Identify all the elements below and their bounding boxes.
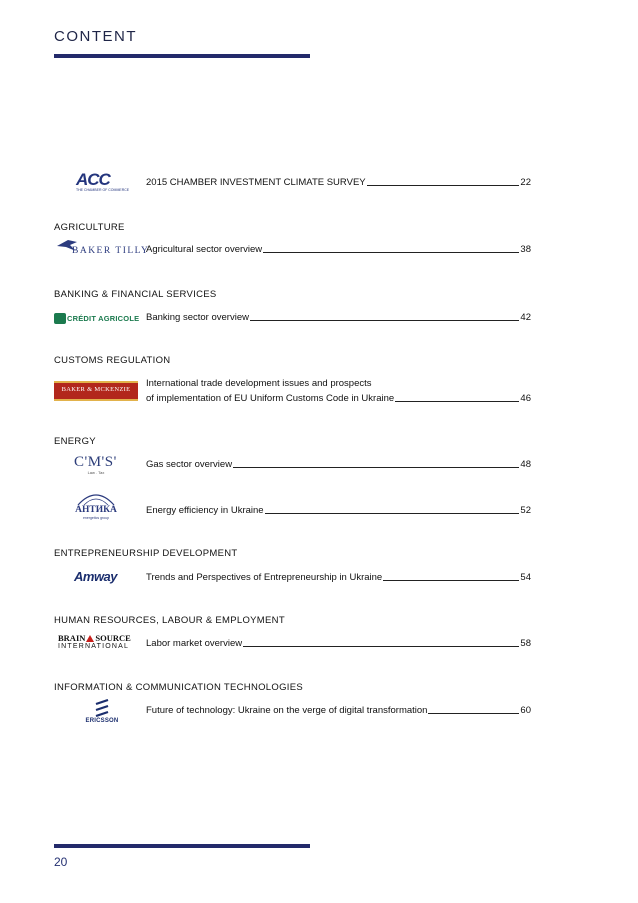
acc-logo: [76, 170, 130, 194]
amway-logo: [74, 568, 124, 586]
antika-logo: [74, 491, 118, 521]
section-heading-entrepreneurship: ENTREPRENEURSHIP DEVELOPMENT: [54, 548, 238, 559]
toc-entry-page: 58: [520, 638, 531, 649]
toc-entry-page: 42: [520, 312, 531, 323]
cms-logo-text: C'M'S': [74, 454, 117, 470]
toc-entry-title: Trends and Perspectives of Entrepreneurship in Ukraine: [146, 572, 383, 583]
toc-entry-title: Energy efficiency in Ukraine: [146, 505, 264, 516]
acc-logo-text: ACC: [76, 170, 110, 189]
toc-entry-future-technology[interactable]: [146, 704, 531, 717]
toc-entry-page: 46: [520, 393, 531, 404]
title-rule: [54, 54, 310, 58]
page-title: CONTENT: [54, 28, 137, 45]
section-heading-human-resources: HUMAN RESOURCES, LABOUR & EMPLOYMENT: [54, 615, 285, 626]
toc-entry-page: 52: [520, 505, 531, 516]
page-number: 20: [54, 855, 68, 869]
arch-icon: [74, 491, 118, 505]
toc-entry-page: 38: [520, 244, 531, 255]
toc-entry-banking-overview[interactable]: [146, 311, 531, 324]
baker-tilly-logo: [56, 238, 150, 260]
section-heading-banking: BANKING & FINANCIAL SERVICES: [54, 289, 217, 300]
antika-logo-subtext: energetics group: [82, 516, 110, 520]
toc-entry-title: Banking sector overview: [146, 312, 249, 323]
toc-entry-chamber-survey[interactable]: [146, 176, 531, 189]
toc-entry-title: 2015 CHAMBER INVESTMENT CLIMATE SURVEY: [146, 177, 366, 188]
credit-agricole-mark-icon: [54, 313, 66, 324]
credit-agricole-logo: [54, 313, 138, 325]
leader-line: [265, 513, 520, 514]
section-heading-customs: CUSTOMS REGULATION: [54, 355, 171, 366]
brain-source-logo-bottom: INTERNATIONAL: [58, 643, 130, 650]
toc-entry-page: 54: [520, 572, 531, 583]
leader-line: [383, 580, 519, 581]
toc-entry-labor-market[interactable]: [146, 637, 531, 650]
section-heading-agriculture: AGRICULTURE: [54, 222, 125, 233]
toc-entry-title: Labor market overview: [146, 638, 243, 649]
baker-tilly-logo-text: BAKER TILLY: [72, 246, 150, 256]
section-heading-energy: ENERGY: [54, 436, 96, 447]
toc-entry-title-line2: of implementation of EU Uniform Customs Code in Ukraine: [146, 393, 395, 404]
ericsson-mark-icon: [94, 699, 110, 717]
leader-line: [395, 401, 519, 402]
brain-source-logo-left: BRAIN: [58, 633, 86, 643]
toc-entry-title-line1: International trade development issues and prospects: [146, 378, 372, 389]
baker-mckenzie-logo-text: BAKER & MCKENZIE: [61, 386, 131, 393]
brain-source-logo-right: SOURCE: [95, 633, 131, 643]
toc-entry-entrepreneurship[interactable]: [146, 571, 531, 584]
toc-entry-gas-sector[interactable]: [146, 458, 531, 471]
toc-entry-title: Agricultural sector overview: [146, 244, 263, 255]
leader-line: [243, 646, 519, 647]
triangle-icon: [86, 635, 94, 642]
credit-agricole-logo-text: CRÉDIT AGRICOLE: [67, 314, 140, 323]
ericsson-logo-text: ERICSSON: [85, 718, 119, 724]
amway-logo-text: Amway: [74, 569, 118, 584]
baker-mckenzie-logo: [54, 381, 138, 401]
toc-entry-agricultural-overview[interactable]: [146, 243, 531, 256]
footer-rule: [54, 844, 310, 848]
brain-source-logo: [58, 634, 140, 652]
toc-entry-page: 48: [520, 459, 531, 470]
cms-logo: [74, 454, 118, 480]
ericsson-logo: [84, 699, 120, 727]
leader-line: [263, 252, 519, 253]
toc-entry-energy-efficiency[interactable]: [146, 504, 531, 517]
acc-logo-subtext: THE CHAMBER OF COMMERCE: [76, 188, 130, 192]
leader-line: [367, 185, 520, 186]
section-heading-ict: INFORMATION & COMMUNICATION TECHNOLOGIES: [54, 682, 303, 693]
toc-entry-page: 60: [520, 705, 531, 716]
leader-line: [250, 320, 519, 321]
toc-entry-customs-code[interactable]: [146, 377, 531, 405]
leader-line: [233, 467, 519, 468]
toc-entry-page: 22: [520, 177, 531, 188]
antika-logo-text: АНТИКА: [75, 505, 117, 515]
toc-entry-title: Gas sector overview: [146, 459, 233, 470]
toc-entry-title: Future of technology: Ukraine on the verge of digital transformation: [146, 705, 428, 716]
leader-line: [428, 713, 519, 714]
cms-logo-subtext: Law . Tax: [87, 470, 105, 475]
